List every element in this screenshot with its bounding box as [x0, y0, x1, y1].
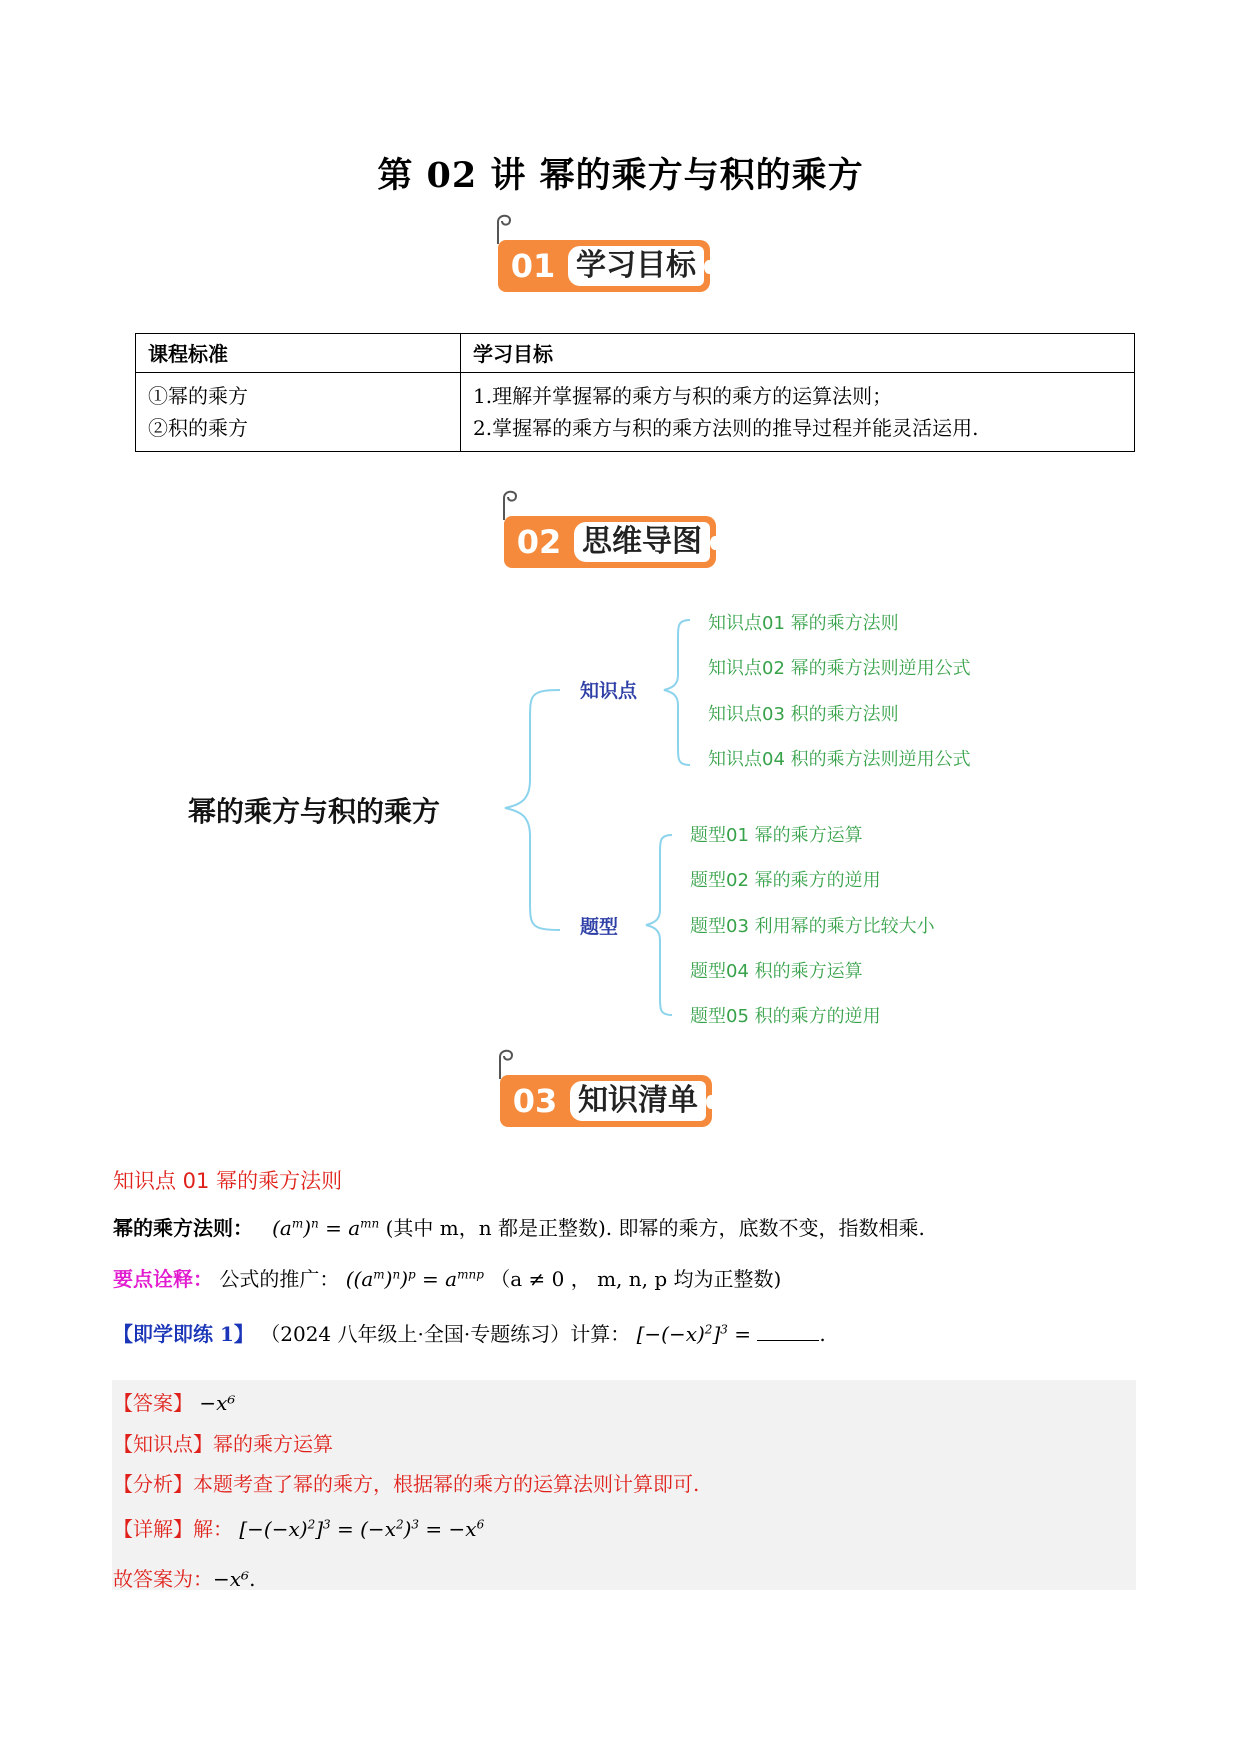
practice-text: （2024 八年级上·全国·专题练习）计算： [260, 1322, 631, 1346]
practice-label: 【即学即练 1】 [113, 1322, 254, 1346]
answer-value: −x⁶ [199, 1391, 236, 1415]
analysis-line [113, 1468, 699, 1497]
knowledge-heading: 知识点 01 幂的乘方法则 [113, 1169, 343, 1193]
practice-formula: $[-(-x)^2]^3$ = [636, 1322, 758, 1346]
badge-number: 02 [504, 516, 574, 568]
mindmap-leaf: 题型02 幂的乘方的逆用 [690, 870, 881, 891]
analysis-label: 【分析】 [113, 1472, 193, 1496]
rule-line [113, 1212, 925, 1241]
badge-label: 知识清单 [570, 1081, 706, 1121]
practice-line: 【即学即练 1】 （2024 八年级上·全国·专题练习）计算： $[-(-x)^2]^3$ = . [113, 1322, 826, 1346]
detail-formula: $[-(-x)^2]^3 = (-x^2)^3 = -x^6$ [239, 1517, 485, 1541]
rule-formula: $(a^m)^n = a^{mn}$ [259, 1216, 380, 1240]
note-text: 公式的推广： [219, 1267, 340, 1291]
badge-number: 03 [500, 1075, 570, 1127]
analysis-value: 本题考查了幂的乘方，根据幂的乘方的运算法则计算即可. [193, 1472, 700, 1496]
detail-label: 【详解】 [113, 1517, 193, 1541]
conclusion-label: 故答案为： [113, 1567, 213, 1591]
kp-line [113, 1428, 333, 1457]
rule-text: (其中 m，n 都是正整数). 即幂的乘方，底数不变，指数相乘. [385, 1216, 925, 1240]
mindmap-leaf: 题型03 利用幂的乘方比较大小 [690, 916, 935, 937]
mindmap-branch-knowledge: 知识点 [580, 680, 638, 702]
note-condition: （a ≠ 0 ， m, n, p 均为正整数) [490, 1267, 782, 1291]
note-line [113, 1263, 781, 1292]
mindmap-leaf: 题型04 积的乘方运算 [690, 961, 863, 982]
mindmap-leaf: 知识点02 幂的乘方法则逆用公式 [708, 658, 971, 679]
badge-number: 01 [498, 240, 568, 292]
mindmap-leaf: 知识点04 积的乘方法则逆用公式 [708, 749, 971, 770]
objective-item: 2.掌握幂的乘方与积的乘方法则的推导过程并能灵活运用. [473, 416, 979, 440]
rule-label: 幂的乘方法则： [113, 1216, 253, 1240]
kp-label: 【知识点】 [113, 1432, 213, 1456]
mindmap-leaf: 题型01 幂的乘方运算 [690, 825, 863, 846]
detail-prefix: 解： [193, 1517, 233, 1541]
mindmap-root: 幂的乘方与积的乘方 [188, 795, 441, 828]
standard-item: ①幂的乘方 [148, 384, 248, 408]
mindmap-leaf: 知识点01 幂的乘方法则 [708, 613, 899, 634]
detail-line [113, 1513, 484, 1542]
kp-value: 幂的乘方运算 [213, 1432, 333, 1456]
mindmap-leaf: 题型05 积的乘方的逆用 [690, 1006, 881, 1027]
standard-item: ②积的乘方 [148, 416, 248, 440]
answer-label: 【答案】 [113, 1391, 193, 1415]
objective-item: 1.理解并掌握幂的乘方与积的乘方的运算法则； [473, 384, 893, 408]
answer-blank [757, 1322, 819, 1341]
note-label: 要点诠释： [113, 1267, 213, 1291]
page-title: 第 02 讲 幂的乘方与积的乘方 [377, 155, 864, 196]
mindmap-branch-types: 题型 [580, 916, 619, 938]
note-formula: $((a^m)^n)^p = a^{mnp}$ [345, 1267, 484, 1291]
section-badge-knowledge [500, 1067, 722, 1127]
badge-label: 思维导图 [574, 522, 710, 562]
conclusion-line: 故答案为：−x⁶. [113, 1567, 256, 1591]
table-header: 学习目标 [461, 334, 1135, 373]
answer-line [113, 1387, 235, 1416]
conclusion-value: −x⁶ [213, 1567, 250, 1591]
badge-label: 学习目标 [568, 246, 704, 286]
mindmap-leaf: 知识点03 积的乘方法则 [708, 704, 899, 725]
table-header: 课程标准 [136, 334, 461, 373]
